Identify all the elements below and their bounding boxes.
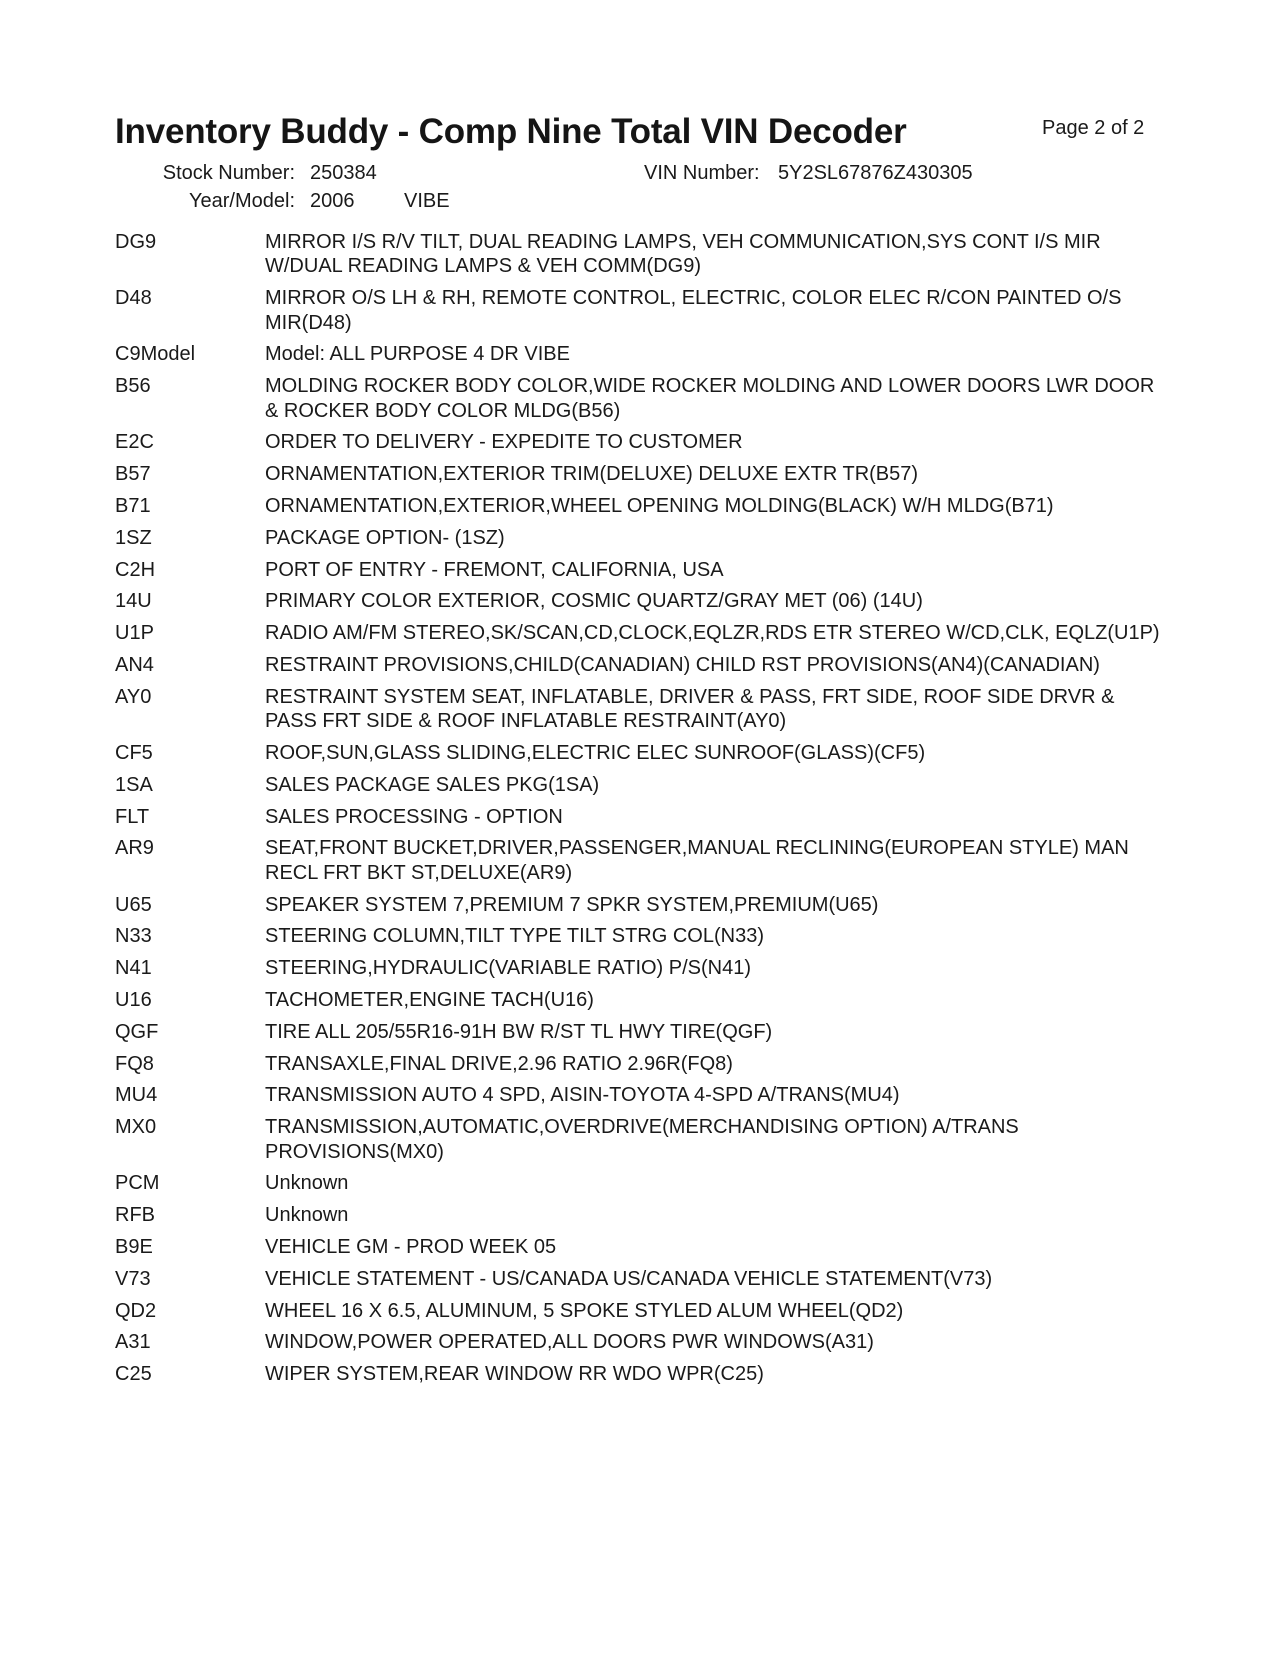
option-description: PACKAGE OPTION- (1SZ) <box>265 526 505 549</box>
option-description: SPEAKER SYSTEM 7,PREMIUM 7 SPKR SYSTEM,PREMIUM(U65) <box>265 893 879 916</box>
option-row <box>115 685 1165 734</box>
option-row <box>115 589 1165 613</box>
option-code: U16 <box>115 988 152 1011</box>
option-description: TRANSAXLE,FINAL DRIVE,2.96 RATIO 2.96R(FQ8) <box>265 1052 733 1075</box>
document-title: Inventory Buddy - Comp Nine Total VIN Decoder <box>115 112 907 151</box>
year-value: 2006 <box>310 190 355 212</box>
option-row <box>115 956 1165 980</box>
option-description: WHEEL 16 X 6.5, ALUMINUM, 5 SPOKE STYLED ALUM WHEEL(QD2) <box>265 1299 904 1322</box>
option-code: FLT <box>115 805 150 828</box>
option-row <box>115 286 1165 335</box>
option-code: RFB <box>115 1204 155 1227</box>
stock-number-label: Stock Number: <box>162 162 295 184</box>
option-code: C2H <box>115 558 156 581</box>
option-row <box>115 1083 1165 1107</box>
option-description: Unknown <box>265 1172 349 1195</box>
option-row <box>115 342 1165 366</box>
option-code: FQ8 <box>115 1052 154 1075</box>
option-row <box>115 621 1165 645</box>
option-row <box>115 462 1165 486</box>
option-code: AR9 <box>115 837 154 860</box>
option-description: MIRROR O/S LH & RH, REMOTE CONTROL, ELECTRIC, COLOR ELEC R/CON PAINTED O/S MIR(D48) <box>265 287 1122 334</box>
option-row <box>115 653 1165 677</box>
option-row <box>115 836 1165 885</box>
option-description: WIPER SYSTEM,REAR WINDOW RR WDO WPR(C25) <box>265 1363 764 1386</box>
option-code: U1P <box>115 622 154 645</box>
option-row <box>115 1171 1165 1195</box>
option-code: DG9 <box>115 231 157 253</box>
option-code: 1SZ <box>115 526 152 549</box>
option-row <box>115 374 1165 423</box>
option-row <box>115 1299 1165 1323</box>
option-code: D48 <box>115 287 152 310</box>
option-row <box>115 924 1165 948</box>
option-code: A31 <box>115 1331 151 1354</box>
option-description: MOLDING ROCKER BODY COLOR,WIDE ROCKER MOLDING AND LOWER DOORS LWR DOOR & ROCKER BODY COLOR MLDG(B56) <box>265 375 1155 422</box>
option-code: PCM <box>115 1172 160 1195</box>
option-description: TIRE ALL 205/55R16-91H BW R/ST TL HWY TIRE(QGF) <box>265 1020 773 1043</box>
option-description: RESTRAINT PROVISIONS,CHILD(CANADIAN) CHILD RST PROVISIONS(AN4)(CANADIAN) <box>265 653 1100 676</box>
option-row <box>115 494 1165 518</box>
option-description: Unknown <box>265 1204 349 1227</box>
vin-number-value: 5Y2SL67876Z430305 <box>778 162 973 184</box>
option-code: QD2 <box>115 1299 157 1322</box>
option-code: B71 <box>115 495 151 517</box>
option-code: MX0 <box>115 1116 157 1139</box>
option-row <box>115 430 1165 454</box>
option-description: ORDER TO DELIVERY - EXPEDITE TO CUSTOMER <box>265 431 743 454</box>
stock-number-value: 250384 <box>310 162 377 184</box>
option-description: SALES PACKAGE SALES PKG(1SA) <box>265 773 600 796</box>
option-code: B57 <box>115 463 151 486</box>
model-value: VIBE <box>404 190 450 212</box>
option-row <box>115 558 1165 582</box>
option-code: AY0 <box>115 685 152 708</box>
option-description: SEAT,FRONT BUCKET,DRIVER,PASSENGER,MANUAL RECLINING(EUROPEAN STYLE) MAN RECL FRT BKT ST,DELUXE(AR9) <box>265 837 1129 884</box>
option-row <box>115 1330 1165 1354</box>
option-row <box>115 1052 1165 1076</box>
option-description: STEERING COLUMN,TILT TYPE TILT STRG COL(N33) <box>265 925 764 948</box>
option-code-list <box>115 230 1165 1394</box>
page-number: Page 2 of 2 <box>1042 117 1145 139</box>
option-row <box>115 988 1165 1012</box>
option-description: TRANSMISSION,AUTOMATIC,OVERDRIVE(MERCHANDISING OPTION) A/TRANS PROVISIONS(MX0) <box>265 1116 1019 1163</box>
option-code: B56 <box>115 375 151 398</box>
option-row <box>115 805 1165 829</box>
option-code: N33 <box>115 925 152 948</box>
option-row <box>115 773 1165 797</box>
option-description: RESTRAINT SYSTEM SEAT, INFLATABLE, DRIVER & PASS, FRT SIDE, ROOF SIDE DRVR & PASS FRT SIDE & ROOF INFLATABLE RESTRAINT(AY0) <box>265 685 1115 733</box>
option-code: QGF <box>115 1020 159 1043</box>
option-code: MU4 <box>115 1084 158 1107</box>
option-description: MIRROR I/S R/V TILT, DUAL READING LAMPS, VEH COMMUNICATION,SYS CONT I/S MIR W/DUAL READING LAMPS & VEH COMM(DG9) <box>265 231 1101 278</box>
option-row <box>115 1362 1165 1386</box>
option-row <box>115 1020 1165 1044</box>
option-code: 1SA <box>115 773 153 796</box>
option-code: E2C <box>115 431 154 454</box>
option-description: TRANSMISSION AUTO 4 SPD, AISIN-TOYOTA 4-SPD A/TRANS(MU4) <box>265 1084 900 1107</box>
year-model-label: Year/Model: <box>189 190 295 212</box>
option-code: B9E <box>115 1235 153 1258</box>
option-description: RADIO AM/FM STEREO,SK/SCAN,CD,CLOCK,EQLZR,RDS ETR STEREO W/CD,CLK, EQLZ(U1P) <box>265 622 1160 645</box>
option-row <box>115 1267 1165 1291</box>
option-description: WINDOW,POWER OPERATED,ALL DOORS PWR WINDOWS(A31) <box>265 1331 874 1354</box>
option-row <box>115 1115 1165 1164</box>
option-code: N41 <box>115 957 152 980</box>
option-row <box>115 230 1165 279</box>
option-description: ROOF,SUN,GLASS SLIDING,ELECTRIC ELEC SUNROOF(GLASS)(CF5) <box>265 741 926 764</box>
option-code: AN4 <box>115 653 154 676</box>
option-row <box>115 1203 1165 1227</box>
option-description: ORNAMENTATION,EXTERIOR,WHEEL OPENING MOLDING(BLACK) W/H MLDG(B71) <box>265 495 1054 517</box>
option-row <box>115 893 1165 917</box>
option-code: C25 <box>115 1363 152 1386</box>
option-row <box>115 1235 1165 1259</box>
vin-number-label: VIN Number: <box>644 162 760 184</box>
option-code: 14U <box>115 590 152 613</box>
option-row <box>115 741 1165 765</box>
option-description: VEHICLE STATEMENT - US/CANADA US/CANADA VEHICLE STATEMENT(V73) <box>265 1267 993 1290</box>
option-code: C9Model <box>115 343 196 366</box>
option-description: PRIMARY COLOR EXTERIOR, COSMIC QUARTZ/GRAY MET (06) (14U) <box>265 590 923 613</box>
option-row <box>115 526 1165 550</box>
option-code: CF5 <box>115 741 153 764</box>
option-description: PORT OF ENTRY - FREMONT, CALIFORNIA, USA <box>265 558 724 581</box>
option-description: ORNAMENTATION,EXTERIOR TRIM(DELUXE) DELUXE EXTR TR(B57) <box>265 463 919 486</box>
option-description: Model: ALL PURPOSE 4 DR VIBE <box>265 343 570 366</box>
option-code: V73 <box>115 1267 151 1290</box>
option-description: TACHOMETER,ENGINE TACH(U16) <box>265 988 594 1011</box>
option-description: SALES PROCESSING - OPTION <box>265 805 563 828</box>
option-description: STEERING,HYDRAULIC(VARIABLE RATIO) P/S(N41) <box>265 957 752 980</box>
option-description: VEHICLE GM - PROD WEEK 05 <box>265 1235 557 1258</box>
option-code: U65 <box>115 893 152 916</box>
